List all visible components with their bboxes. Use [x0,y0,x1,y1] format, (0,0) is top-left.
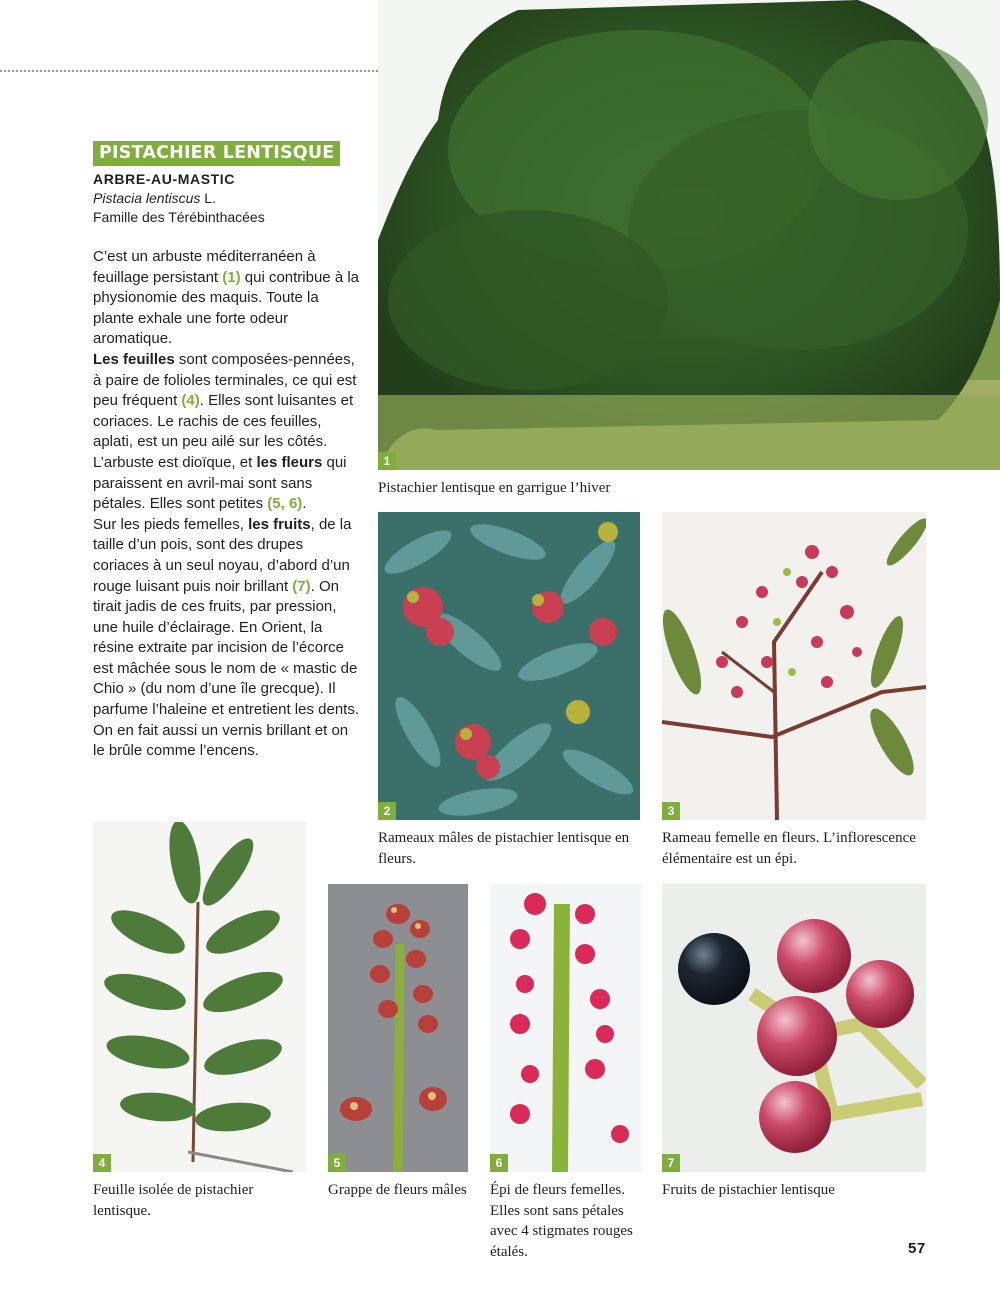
shrub-image [378,0,1000,470]
photo-ref: (1) [222,268,241,286]
latin-name [93,190,216,206]
paragraph-habit: C’est un arbuste méditerranéen à feuillage persistant (1) qui contribue à la physionomie des maquis. Toute la plante exhale une forte odeur aromatique. [93,248,360,348]
photo-male-flowers [328,884,468,1172]
photo-ref: (7) [292,577,311,595]
photo-fruits [662,884,926,1172]
male-flowers-image [328,884,468,1172]
photo-number: 2 [378,802,396,820]
paragraph-leaves: Les feuilles sont composées-pennées, à paire de folioles terminales, ce qui est peu fréquent (4). Elles sont luisantes et coriaces. Le rachis de ces feuilles, aplati, est un peu ailé sur les côtés. [93,350,357,451]
caption-2: Rameaux mâles de pistachier lentisque en fleurs. [378,830,630,867]
photo-number: 6 [490,1154,508,1172]
photo-number: 5 [328,1154,346,1172]
female-branch-image [662,512,926,820]
female-flowers-image [490,884,641,1172]
photo-ref: (5, 6) [267,495,303,513]
caption-6: Épi de fleurs femelles. Elles sont sans pétales avec 4 stigmates rouges étalés. [490,1182,633,1260]
photo-number: 3 [662,802,680,820]
fruits-image [662,884,926,1172]
photo-female-branch [662,512,926,820]
photo-number: 7 [662,1154,680,1172]
latin-binomial: Pistacia lentiscus [93,190,201,206]
caption-7: Fruits de pistachier lentisque [662,1182,835,1198]
photo-female-flowers [490,884,641,1172]
caption-1: Pistachier lentisque en garrigue l’hiver [378,480,611,496]
species-title: PISTACHIER LENTISQUE [93,141,340,166]
photo-male-branches [378,512,640,820]
paragraph-fruits: Sur les pieds femelles, les fruits, de la taille d’un pois, sont des drupes coriaces à un seul noyau, d’abord d’un rouge luisant puis noir brillant (7). On tirait jadis de ces fruits, par pression, une huile d’éclairage. En Orient, la résine extraite par incision de l’écorce est mâchée sous le nom de « mastic de Chio » (du nom d’une île grecque). Il parfume l’haleine et entretient les dents. On en fait aussi un vernis brillant et on le brûle comme l’encens. [93,515,359,760]
description-text [93,247,363,762]
photo-number: 1 [378,452,396,470]
caption-4: Feuille isolée de pistachier lentisque. [93,1182,254,1219]
dotted-rule [0,70,378,72]
family-name: Famille des Térébinthacées [93,209,265,225]
photo-leaf [93,822,306,1172]
page-number: 57 [908,1240,926,1257]
latin-author: L. [200,190,216,206]
caption-5: Grappe de fleurs mâles [328,1182,467,1198]
photo-number: 4 [93,1154,111,1172]
photo-shrub [378,0,1000,470]
leaf-image [93,822,306,1172]
caption-3: Rameau femelle en fleurs. L’inflorescence élémentaire est un épi. [662,830,916,867]
photo-ref: (4) [181,392,200,410]
paragraph-flowers: L’arbuste est dioïque, et les fleurs qui paraissent en avril-mai sont sans pétales. Elles sont petites (5, 6). [93,453,347,513]
common-name: ARBRE-AU-MASTIC [93,171,235,187]
male-branches-image [378,512,640,820]
